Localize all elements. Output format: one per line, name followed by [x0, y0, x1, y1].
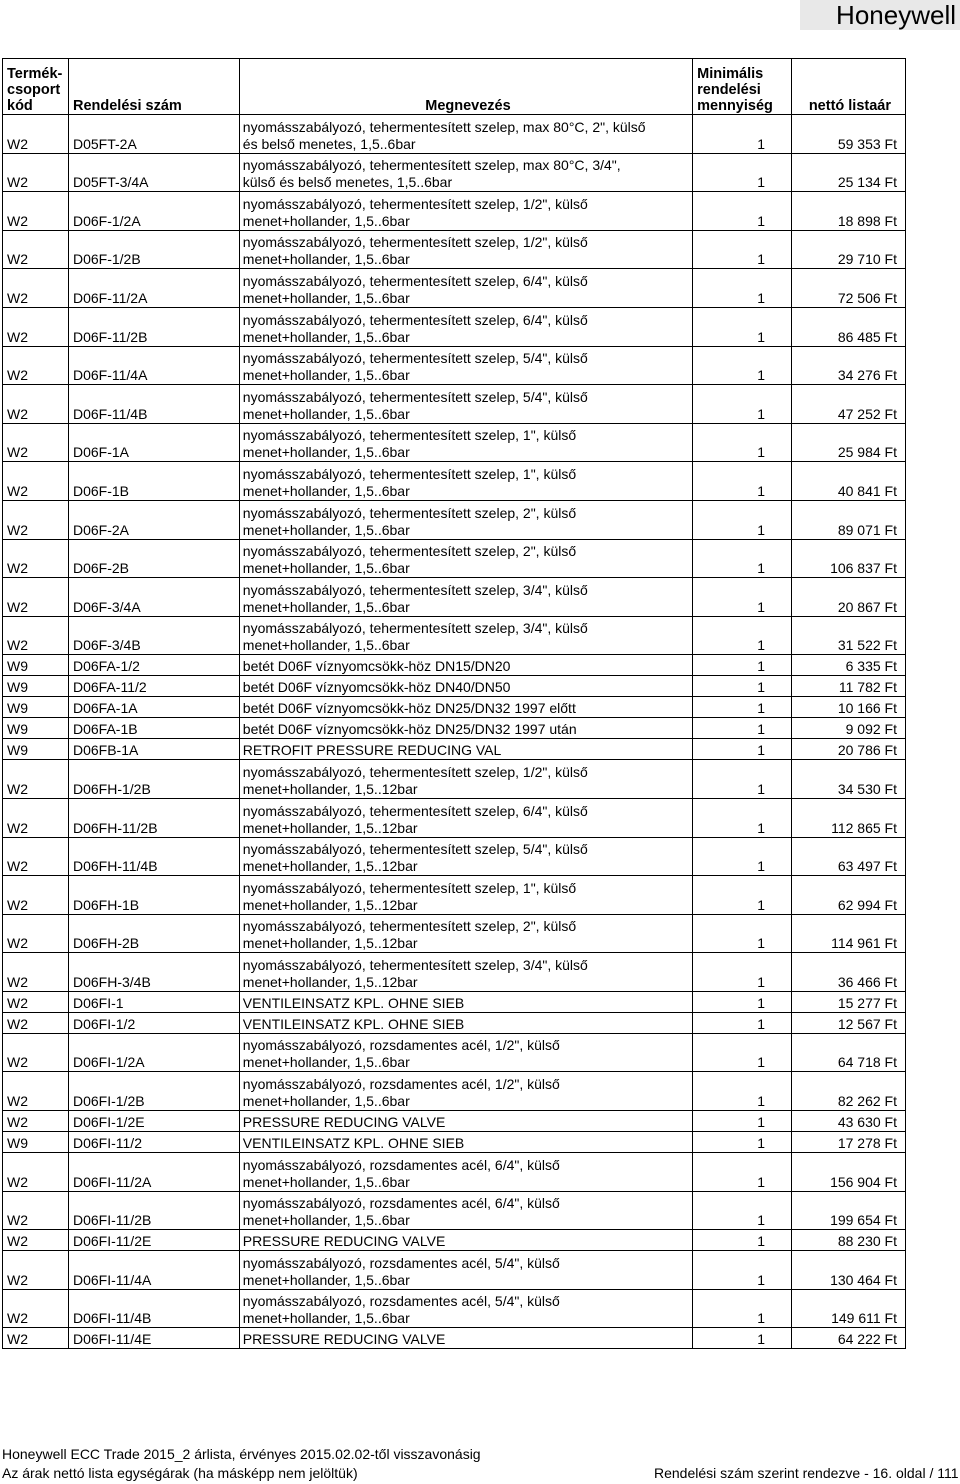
description-line: menet+hollander, 1,5..12bar	[242, 935, 418, 952]
cell-description	[239, 153, 692, 192]
cell-min-quantity: 1	[693, 346, 792, 385]
cell-description	[239, 230, 692, 269]
table-row	[3, 1251, 906, 1290]
cell-min-quantity: 1	[693, 991, 792, 1012]
cell-description	[239, 346, 692, 385]
cell-order-number: D06FI-11/2B	[68, 1191, 239, 1230]
cell-order-number: D06FH-11/2B	[68, 798, 239, 837]
description-line: nyomásszabályozó, tehermentesített szelep, 6/4", külső	[242, 311, 588, 328]
cell-order-number: D06FA-1A	[68, 697, 239, 718]
cell-description	[239, 991, 692, 1012]
header-min-quantity: Minimális rendelési mennyiség	[693, 59, 792, 115]
cell-min-quantity: 1	[693, 1033, 792, 1072]
cell-product-group: W2	[3, 1289, 69, 1328]
description-line: nyomásszabályozó, tehermentesített szelep, 6/4", külső	[242, 272, 588, 289]
cell-order-number: D06F-1A	[68, 423, 239, 462]
cell-min-quantity: 1	[693, 1072, 792, 1111]
cell-min-quantity: 1	[693, 676, 792, 697]
cell-order-number: D06F-1/2B	[68, 230, 239, 269]
cell-description	[239, 539, 692, 578]
cell-product-group: W2	[3, 1033, 69, 1072]
cell-order-number: D06F-3/4B	[68, 616, 239, 655]
cell-net-price: 15 277 Ft	[792, 991, 906, 1012]
description-line: menet+hollander, 1,5..6bar	[242, 1212, 410, 1229]
cell-description	[239, 953, 692, 992]
cell-product-group: W2	[3, 1153, 69, 1192]
cell-description	[239, 1251, 692, 1290]
cell-description	[239, 385, 692, 424]
cell-net-price: 86 485 Ft	[792, 307, 906, 346]
cell-order-number: D06F-1/2A	[68, 192, 239, 231]
cell-net-price: 82 262 Ft	[792, 1072, 906, 1111]
cell-product-group: W2	[3, 423, 69, 462]
price-list-table	[2, 58, 906, 1349]
description-line: PRESSURE REDUCING VALVE	[242, 1331, 446, 1348]
cell-description	[239, 697, 692, 718]
cell-product-group: W2	[3, 307, 69, 346]
table-row	[3, 798, 906, 837]
description-line: nyomásszabályozó, tehermentesített szelep, 3/4", külső	[242, 620, 588, 637]
cell-min-quantity: 1	[693, 697, 792, 718]
table-row	[3, 1191, 906, 1230]
table-row	[3, 953, 906, 992]
cell-min-quantity: 1	[693, 1230, 792, 1251]
cell-net-price: 156 904 Ft	[792, 1153, 906, 1192]
cell-description	[239, 269, 692, 308]
cell-description	[239, 798, 692, 837]
cell-order-number: D06FI-11/4B	[68, 1289, 239, 1328]
description-line: menet+hollander, 1,5..6bar	[242, 367, 410, 384]
description-line: menet+hollander, 1,5..6bar	[242, 482, 410, 499]
table-row	[3, 500, 906, 539]
header-order-number: Rendelési szám	[68, 59, 239, 115]
footer-validity: Honeywell ECC Trade 2015_2 árlista, érvényes 2015.02.02-től visszavonásig	[2, 1446, 481, 1462]
description-line: VENTILEINSATZ KPL. OHNE SIEB	[242, 1015, 465, 1032]
cell-order-number: D06FA-11/2	[68, 676, 239, 697]
table-row	[3, 837, 906, 876]
cell-net-price: 149 611 Ft	[792, 1289, 906, 1328]
table-row	[3, 1153, 906, 1192]
table-row	[3, 153, 906, 192]
cell-product-group: W2	[3, 798, 69, 837]
cell-order-number: D06F-11/4A	[68, 346, 239, 385]
cell-min-quantity: 1	[693, 153, 792, 192]
cell-description	[239, 1328, 692, 1349]
cell-net-price: 29 710 Ft	[792, 230, 906, 269]
description-line: PRESSURE REDUCING VALVE	[242, 1114, 446, 1131]
cell-order-number: D06F-2A	[68, 500, 239, 539]
cell-net-price: 20 786 Ft	[792, 739, 906, 760]
cell-product-group: W2	[3, 578, 69, 617]
cell-net-price: 130 464 Ft	[792, 1251, 906, 1290]
description-line: menet+hollander, 1,5..12bar	[242, 819, 418, 836]
description-line: nyomásszabályozó, tehermentesített szelep, 1/2", külső	[242, 234, 588, 251]
table-row	[3, 655, 906, 676]
cell-net-price: 40 841 Ft	[792, 462, 906, 501]
table-row	[3, 1289, 906, 1328]
cell-description	[239, 1230, 692, 1251]
cell-description	[239, 115, 692, 154]
cell-product-group: W2	[3, 991, 69, 1012]
description-line: nyomásszabályozó, tehermentesített szelep, max 80°C, 3/4",	[242, 157, 621, 174]
cell-product-group: W2	[3, 115, 69, 154]
cell-order-number: D06F-11/2A	[68, 269, 239, 308]
cell-product-group: W2	[3, 1072, 69, 1111]
cell-net-price: 106 837 Ft	[792, 539, 906, 578]
table-row	[3, 1033, 906, 1072]
description-line: külső és belső menetes, 1,5..6bar	[242, 174, 453, 191]
header-net-list-price: nettó listaár	[792, 59, 906, 115]
description-line: menet+hollander, 1,5..6bar	[242, 1271, 410, 1288]
cell-product-group: W9	[3, 1132, 69, 1153]
cell-order-number: D06FI-1/2B	[68, 1072, 239, 1111]
description-line: VENTILEINSATZ KPL. OHNE SIEB	[242, 994, 465, 1011]
cell-min-quantity: 1	[693, 539, 792, 578]
cell-min-quantity: 1	[693, 953, 792, 992]
cell-product-group: W2	[3, 953, 69, 992]
cell-description	[239, 578, 692, 617]
cell-net-price: 25 984 Ft	[792, 423, 906, 462]
cell-product-group: W9	[3, 739, 69, 760]
cell-product-group: W2	[3, 462, 69, 501]
description-line: menet+hollander, 1,5..6bar	[242, 444, 410, 461]
table-row	[3, 1328, 906, 1349]
table-row	[3, 346, 906, 385]
cell-order-number: D06FI-11/2	[68, 1132, 239, 1153]
cell-product-group: W9	[3, 655, 69, 676]
cell-description	[239, 1033, 692, 1072]
cell-order-number: D06FI-11/4E	[68, 1328, 239, 1349]
cell-min-quantity: 1	[693, 307, 792, 346]
description-line: nyomásszabályozó, tehermentesített szelep, 3/4", külső	[242, 581, 588, 598]
table-row	[3, 991, 906, 1012]
cell-product-group: W2	[3, 1251, 69, 1290]
cell-order-number: D06FI-1/2E	[68, 1111, 239, 1132]
description-line: nyomásszabályozó, rozsdamentes acél, 6/4", külső	[242, 1156, 560, 1173]
description-line: RETROFIT PRESSURE REDUCING VAL	[242, 742, 502, 759]
table-row	[3, 385, 906, 424]
cell-order-number: D06FI-1/2	[68, 1012, 239, 1033]
description-line: menet+hollander, 1,5..6bar	[242, 328, 410, 345]
cell-description	[239, 1111, 692, 1132]
cell-net-price: 18 898 Ft	[792, 192, 906, 231]
table-row	[3, 539, 906, 578]
cell-net-price: 34 530 Ft	[792, 760, 906, 799]
cell-order-number: D06FH-2B	[68, 914, 239, 953]
cell-order-number: D06FH-11/4B	[68, 837, 239, 876]
cell-description	[239, 500, 692, 539]
cell-net-price: 9 092 Ft	[792, 718, 906, 739]
cell-product-group: W2	[3, 616, 69, 655]
cell-description	[239, 1072, 692, 1111]
description-line: PRESSURE REDUCING VALVE	[242, 1233, 446, 1250]
description-line: menet+hollander, 1,5..6bar	[242, 1173, 410, 1190]
cell-order-number: D06FA-1B	[68, 718, 239, 739]
table-row	[3, 676, 906, 697]
cell-product-group: W2	[3, 1328, 69, 1349]
description-line: nyomásszabályozó, tehermentesített szelep, 1", külső	[242, 465, 577, 482]
cell-min-quantity: 1	[693, 578, 792, 617]
table-header-row	[3, 59, 906, 115]
description-line: menet+hollander, 1,5..6bar	[242, 1310, 410, 1327]
table-row	[3, 914, 906, 953]
cell-order-number: D06FI-1/2A	[68, 1033, 239, 1072]
header-product-group-code: Termék- csoport kód	[3, 59, 69, 115]
description-line: nyomásszabályozó, tehermentesített szelep, 3/4", külső	[242, 956, 588, 973]
cell-net-price: 34 276 Ft	[792, 346, 906, 385]
cell-min-quantity: 1	[693, 1111, 792, 1132]
cell-net-price: 11 782 Ft	[792, 676, 906, 697]
description-line: menet+hollander, 1,5..6bar	[242, 1054, 410, 1071]
cell-min-quantity: 1	[693, 1251, 792, 1290]
cell-net-price: 10 166 Ft	[792, 697, 906, 718]
cell-min-quantity: 1	[693, 837, 792, 876]
cell-description	[239, 876, 692, 915]
cell-net-price: 63 497 Ft	[792, 837, 906, 876]
table-row	[3, 462, 906, 501]
cell-net-price: 64 222 Ft	[792, 1328, 906, 1349]
description-line: nyomásszabályozó, tehermentesített szelep, 2", külső	[242, 543, 577, 560]
description-line: menet+hollander, 1,5..6bar	[242, 251, 410, 268]
description-line: betét D06F víznyomcsökk-höz DN25/DN32 1997 után	[242, 721, 577, 738]
table-row	[3, 1012, 906, 1033]
description-line: nyomásszabályozó, rozsdamentes acél, 5/4", külső	[242, 1254, 560, 1271]
cell-min-quantity: 1	[693, 385, 792, 424]
cell-net-price: 12 567 Ft	[792, 1012, 906, 1033]
cell-min-quantity: 1	[693, 115, 792, 154]
description-line: nyomásszabályozó, tehermentesített szelep, 2", külső	[242, 918, 577, 935]
cell-min-quantity: 1	[693, 739, 792, 760]
cell-description	[239, 192, 692, 231]
table-row	[3, 760, 906, 799]
description-line: menet+hollander, 1,5..12bar	[242, 973, 418, 990]
cell-description	[239, 914, 692, 953]
cell-net-price: 62 994 Ft	[792, 876, 906, 915]
description-line: nyomásszabályozó, rozsdamentes acél, 5/4", külső	[242, 1293, 560, 1310]
cell-product-group: W9	[3, 676, 69, 697]
cell-net-price: 72 506 Ft	[792, 269, 906, 308]
description-line: nyomásszabályozó, rozsdamentes acél, 1/2", külső	[242, 1076, 560, 1093]
description-line: menet+hollander, 1,5..6bar	[242, 1093, 410, 1110]
cell-product-group: W2	[3, 914, 69, 953]
cell-description	[239, 1012, 692, 1033]
cell-description	[239, 1132, 692, 1153]
cell-order-number: D06F-3/4A	[68, 578, 239, 617]
cell-description	[239, 718, 692, 739]
cell-order-number: D05FT-3/4A	[68, 153, 239, 192]
cell-min-quantity: 1	[693, 192, 792, 231]
cell-min-quantity: 1	[693, 230, 792, 269]
description-line: és belső menetes, 1,5..6bar	[242, 135, 416, 152]
cell-net-price: 64 718 Ft	[792, 1033, 906, 1072]
cell-order-number: D05FT-2A	[68, 115, 239, 154]
cell-description	[239, 423, 692, 462]
cell-description	[239, 655, 692, 676]
cell-product-group: W2	[3, 269, 69, 308]
cell-order-number: D06FI-1	[68, 991, 239, 1012]
cell-product-group: W9	[3, 718, 69, 739]
table-row	[3, 1230, 906, 1251]
cell-order-number: D06FB-1A	[68, 739, 239, 760]
cell-description	[239, 1191, 692, 1230]
table-row	[3, 192, 906, 231]
table-row	[3, 876, 906, 915]
cell-net-price: 20 867 Ft	[792, 578, 906, 617]
cell-order-number: D06F-2B	[68, 539, 239, 578]
cell-min-quantity: 1	[693, 1012, 792, 1033]
table-body	[3, 115, 906, 1349]
table-row	[3, 307, 906, 346]
description-line: menet+hollander, 1,5..12bar	[242, 858, 418, 875]
table-row	[3, 115, 906, 154]
header-description: Megnevezés	[239, 59, 692, 115]
cell-order-number: D06FA-1/2	[68, 655, 239, 676]
cell-net-price: 199 654 Ft	[792, 1191, 906, 1230]
cell-net-price: 36 466 Ft	[792, 953, 906, 992]
cell-min-quantity: 1	[693, 876, 792, 915]
cell-min-quantity: 1	[693, 798, 792, 837]
description-line: nyomásszabályozó, tehermentesített szelep, 5/4", külső	[242, 350, 588, 367]
cell-order-number: D06FH-1B	[68, 876, 239, 915]
cell-min-quantity: 1	[693, 1289, 792, 1328]
description-line: betét D06F víznyomcsökk-höz DN15/DN20	[242, 658, 511, 675]
description-line: menet+hollander, 1,5..6bar	[242, 598, 410, 615]
table-row	[3, 616, 906, 655]
cell-net-price: 17 278 Ft	[792, 1132, 906, 1153]
description-line: nyomásszabályozó, tehermentesített szelep, max 80°C, 2", külső	[242, 118, 646, 135]
cell-min-quantity: 1	[693, 718, 792, 739]
cell-product-group: W2	[3, 1191, 69, 1230]
cell-net-price: 6 335 Ft	[792, 655, 906, 676]
cell-description	[239, 760, 692, 799]
cell-description	[239, 307, 692, 346]
description-line: VENTILEINSATZ KPL. OHNE SIEB	[242, 1135, 465, 1152]
description-line: menet+hollander, 1,5..6bar	[242, 289, 410, 306]
description-line: nyomásszabályozó, rozsdamentes acél, 1/2", külső	[242, 1037, 560, 1054]
description-line: betét D06F víznyomcsökk-höz DN25/DN32 1997 előtt	[242, 700, 576, 717]
cell-min-quantity: 1	[693, 1132, 792, 1153]
description-line: nyomásszabályozó, tehermentesített szelep, 6/4", külső	[242, 802, 588, 819]
cell-min-quantity: 1	[693, 1328, 792, 1349]
table-row	[3, 269, 906, 308]
footer-page-info: Rendelési szám szerint rendezve - 16. oldal / 111	[654, 1465, 959, 1481]
cell-product-group: W2	[3, 760, 69, 799]
cell-order-number: D06F-1B	[68, 462, 239, 501]
cell-product-group: W2	[3, 192, 69, 231]
table-row	[3, 423, 906, 462]
cell-product-group: W2	[3, 346, 69, 385]
cell-product-group: W2	[3, 385, 69, 424]
cell-min-quantity: 1	[693, 1153, 792, 1192]
cell-product-group: W2	[3, 876, 69, 915]
cell-description	[239, 1289, 692, 1328]
cell-order-number: D06F-11/4B	[68, 385, 239, 424]
footer-price-note: Az árak nettó lista egységárak (ha másképp nem jelöltük)	[2, 1465, 358, 1481]
cell-order-number: D06FH-3/4B	[68, 953, 239, 992]
description-line: nyomásszabályozó, tehermentesített szelep, 5/4", külső	[242, 841, 588, 858]
cell-min-quantity: 1	[693, 423, 792, 462]
description-line: menet+hollander, 1,5..6bar	[242, 637, 410, 654]
cell-description	[239, 1153, 692, 1192]
description-line: betét D06F víznyomcsökk-höz DN40/DN50	[242, 679, 511, 696]
cell-product-group: W2	[3, 837, 69, 876]
cell-product-group: W2	[3, 1230, 69, 1251]
cell-product-group: W2	[3, 500, 69, 539]
cell-order-number: D06FI-11/2E	[68, 1230, 239, 1251]
cell-min-quantity: 1	[693, 269, 792, 308]
cell-product-group: W9	[3, 697, 69, 718]
table-row	[3, 1132, 906, 1153]
table-row	[3, 578, 906, 617]
cell-description	[239, 739, 692, 760]
cell-net-price: 43 630 Ft	[792, 1111, 906, 1132]
cell-product-group: W2	[3, 153, 69, 192]
table-row	[3, 230, 906, 269]
description-line: nyomásszabályozó, rozsdamentes acél, 6/4", külső	[242, 1195, 560, 1212]
description-line: menet+hollander, 1,5..6bar	[242, 560, 410, 577]
cell-net-price: 25 134 Ft	[792, 153, 906, 192]
cell-description	[239, 676, 692, 697]
description-line: nyomásszabályozó, tehermentesített szelep, 2", külső	[242, 504, 577, 521]
cell-net-price: 31 522 Ft	[792, 616, 906, 655]
description-line: nyomásszabályozó, tehermentesített szelep, 1", külső	[242, 427, 577, 444]
cell-net-price: 59 353 Ft	[792, 115, 906, 154]
table-row	[3, 739, 906, 760]
cell-min-quantity: 1	[693, 616, 792, 655]
cell-product-group: W2	[3, 230, 69, 269]
cell-description	[239, 616, 692, 655]
cell-min-quantity: 1	[693, 914, 792, 953]
description-line: menet+hollander, 1,5..12bar	[242, 780, 418, 797]
cell-description	[239, 837, 692, 876]
cell-product-group: W2	[3, 1111, 69, 1132]
cell-net-price: 47 252 Ft	[792, 385, 906, 424]
cell-product-group: W2	[3, 539, 69, 578]
description-line: menet+hollander, 1,5..6bar	[242, 521, 410, 538]
cell-net-price: 114 961 Ft	[792, 914, 906, 953]
cell-order-number: D06FI-11/2A	[68, 1153, 239, 1192]
cell-net-price: 88 230 Ft	[792, 1230, 906, 1251]
cell-net-price: 112 865 Ft	[792, 798, 906, 837]
brand-logo: Honeywell	[800, 0, 960, 30]
cell-order-number: D06F-11/2B	[68, 307, 239, 346]
description-line: nyomásszabályozó, tehermentesített szelep, 1", külső	[242, 879, 577, 896]
table-row	[3, 1111, 906, 1132]
description-line: menet+hollander, 1,5..6bar	[242, 405, 410, 422]
table-row	[3, 1072, 906, 1111]
cell-order-number: D06FI-11/4A	[68, 1251, 239, 1290]
cell-min-quantity: 1	[693, 1191, 792, 1230]
cell-order-number: D06FH-1/2B	[68, 760, 239, 799]
table-row	[3, 697, 906, 718]
cell-min-quantity: 1	[693, 760, 792, 799]
cell-min-quantity: 1	[693, 500, 792, 539]
cell-min-quantity: 1	[693, 655, 792, 676]
cell-net-price: 89 071 Ft	[792, 500, 906, 539]
cell-min-quantity: 1	[693, 462, 792, 501]
description-line: menet+hollander, 1,5..12bar	[242, 896, 418, 913]
table-row	[3, 718, 906, 739]
description-line: nyomásszabályozó, tehermentesített szelep, 1/2", külső	[242, 195, 588, 212]
description-line: nyomásszabályozó, tehermentesített szelep, 5/4", külső	[242, 388, 588, 405]
description-line: menet+hollander, 1,5..6bar	[242, 212, 410, 229]
description-line: nyomásszabályozó, tehermentesített szelep, 1/2", külső	[242, 763, 588, 780]
cell-product-group: W2	[3, 1012, 69, 1033]
cell-description	[239, 462, 692, 501]
